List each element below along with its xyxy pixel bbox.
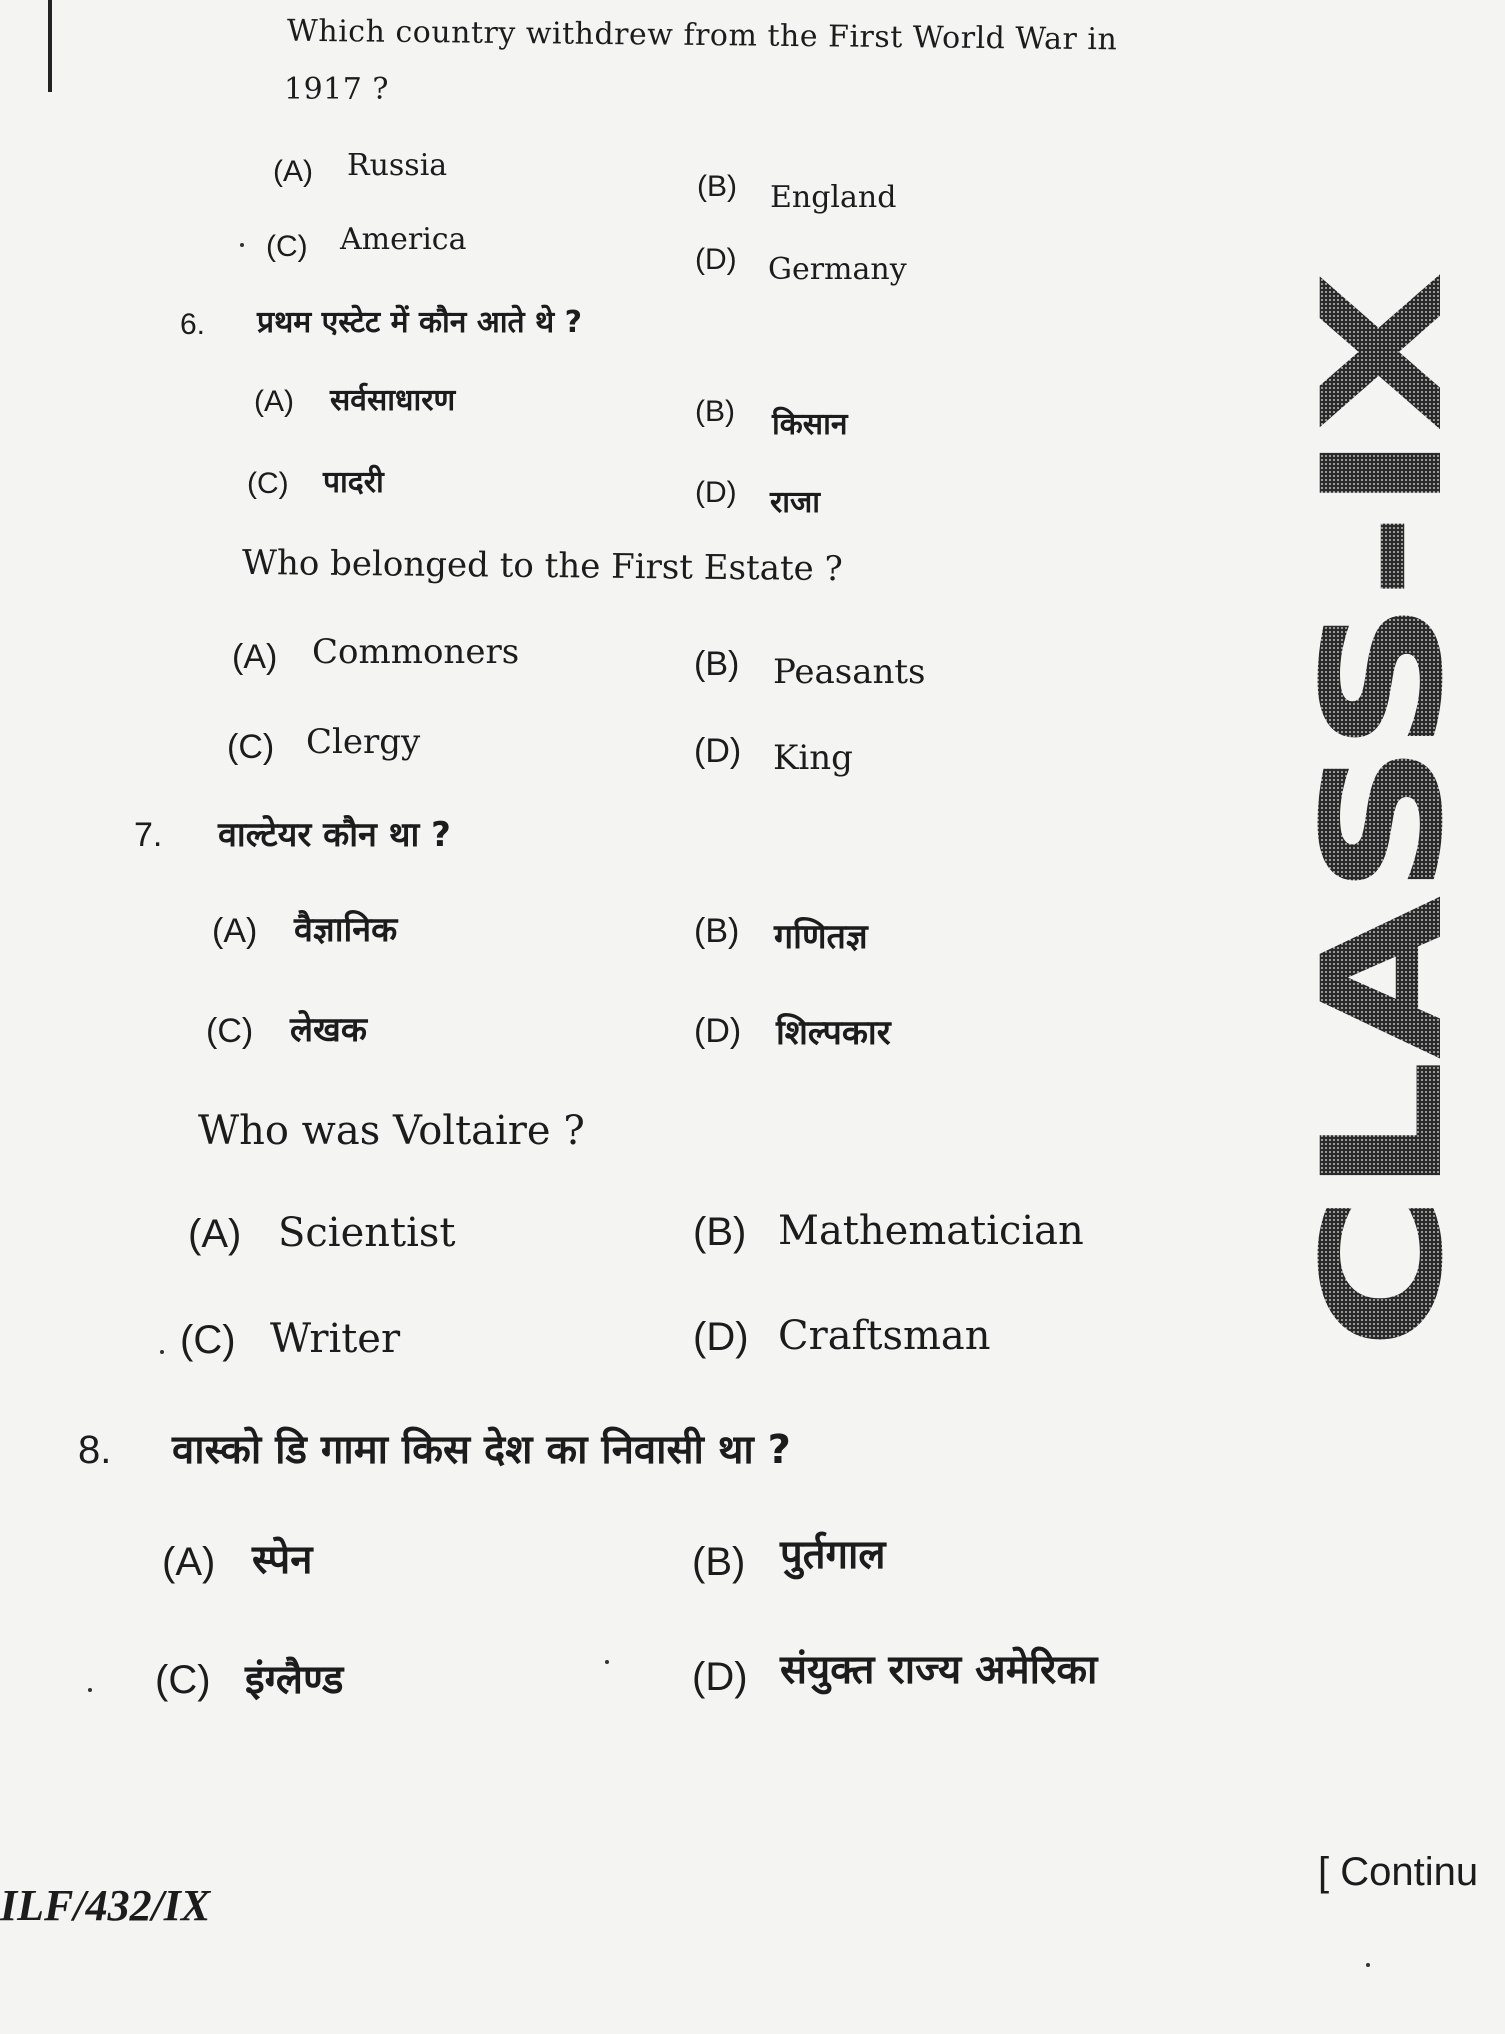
q5-text-line1: Which country withdrew from the First World War in (286, 13, 1118, 58)
q5-option-d-label: (D) (695, 243, 737, 276)
q7-hi-option-b-text: गणितज्ञ (774, 917, 868, 957)
q7-hi-option-d-label: (D) (694, 1012, 742, 1050)
print-speck (605, 1660, 609, 1664)
q6-hi-option-c-text: पादरी (323, 465, 384, 500)
q5-option-b-text: England (770, 180, 897, 215)
class-stamp-text: CLASS-IX (1300, 508, 1479, 1350)
q6-hi-option-d-label: (D) (695, 476, 737, 509)
q6-en-option-d-text: King (773, 738, 853, 778)
q6-number: 6. (180, 308, 206, 341)
q6-text-hindi: प्रथम एस्टेट में कौन आते थे ? (257, 305, 583, 340)
q8-text-hindi: वास्को डि गामा किस देश का निवासी था ? (172, 1427, 791, 1473)
q7-text-hindi: वाल्टेयर कौन था ? (218, 815, 451, 855)
q6-hi-option-c-label: (C) (247, 467, 289, 500)
q5-option-c-text: America (340, 222, 467, 257)
margin-line (48, 0, 52, 92)
q7-en-option-d-label: (D) (693, 1315, 749, 1359)
continue-note: [ Continu (1318, 1850, 1479, 1894)
q7-number: 7. (134, 816, 163, 854)
print-speck (240, 243, 244, 247)
q6-hi-option-b-text: किसान (772, 407, 848, 442)
q7-hi-option-d-text: शिल्पकार (776, 1013, 891, 1053)
print-speck (160, 1350, 164, 1354)
q8-option-d-text: संयुक्त राज्य अमेरिका (780, 1647, 1098, 1693)
q5-text-line2: 1917 ? (284, 72, 389, 107)
q6-en-option-b-label: (B) (694, 645, 740, 683)
q6-en-option-d-label: (D) (694, 732, 742, 770)
q7-hi-option-c-text: लेखक (290, 1010, 367, 1050)
q8-option-c-label: (C) (155, 1658, 211, 1702)
q8-number: 8. (78, 1428, 112, 1472)
q6-hi-option-b-label: (B) (695, 395, 735, 428)
q6-en-option-a-label: (A) (232, 638, 278, 676)
print-speck (1366, 1963, 1370, 1967)
q7-hi-option-c-label: (C) (206, 1012, 254, 1050)
q7-hi-option-a-label: (A) (212, 912, 258, 950)
q7-en-option-a-label: (A) (188, 1212, 242, 1256)
q7-en-option-a-text: Scientist (278, 1210, 456, 1256)
q7-en-option-c-label: (C) (180, 1318, 236, 1362)
q6-hi-option-d-text: राजा (770, 485, 821, 520)
class-stamp (1300, 270, 1480, 1360)
q5-option-d-text: Germany (768, 252, 907, 287)
print-speck (88, 1688, 92, 1692)
q7-en-option-d-text: Craftsman (778, 1313, 991, 1359)
q7-en-option-c-text: Writer (270, 1316, 401, 1362)
q6-hi-option-a-label: (A) (254, 385, 294, 418)
q5-option-b-label: (B) (697, 170, 737, 203)
q5-option-c-label: (C) (266, 230, 308, 263)
q6-en-option-a-text: Commoners (312, 632, 520, 672)
q7-text-english: Who was Voltaire ? (198, 1108, 585, 1154)
q7-hi-option-a-text: वैज्ञानिक (294, 910, 398, 950)
q6-hi-option-a-text: सर्वसाधारण (330, 383, 456, 418)
q7-en-option-b-label: (B) (693, 1210, 747, 1254)
q6-text-english: Who belonged to the First Estate ? (241, 542, 843, 590)
q5-option-a-text: Russia (347, 148, 448, 183)
q8-option-b-text: पुर्तगाल (780, 1532, 886, 1578)
q6-en-option-c-label: (C) (227, 728, 275, 766)
q7-hi-option-b-label: (B) (694, 912, 740, 950)
q8-option-c-text: इंग्लैण्ड (245, 1657, 344, 1703)
q6-en-option-b-text: Peasants (773, 652, 926, 692)
q5-option-a-label: (A) (273, 155, 313, 188)
q8-option-a-label: (A) (162, 1540, 216, 1584)
q8-option-a-text: स्पेन (252, 1537, 313, 1583)
paper-code: ILF/432/IX (0, 1881, 211, 1930)
q8-option-d-label: (D) (692, 1655, 748, 1699)
q6-en-option-c-text: Clergy (306, 722, 421, 762)
class-stamp-graphic (1300, 270, 1480, 1360)
q8-option-b-label: (B) (692, 1540, 746, 1584)
q7-en-option-b-text: Mathematician (778, 1208, 1084, 1254)
